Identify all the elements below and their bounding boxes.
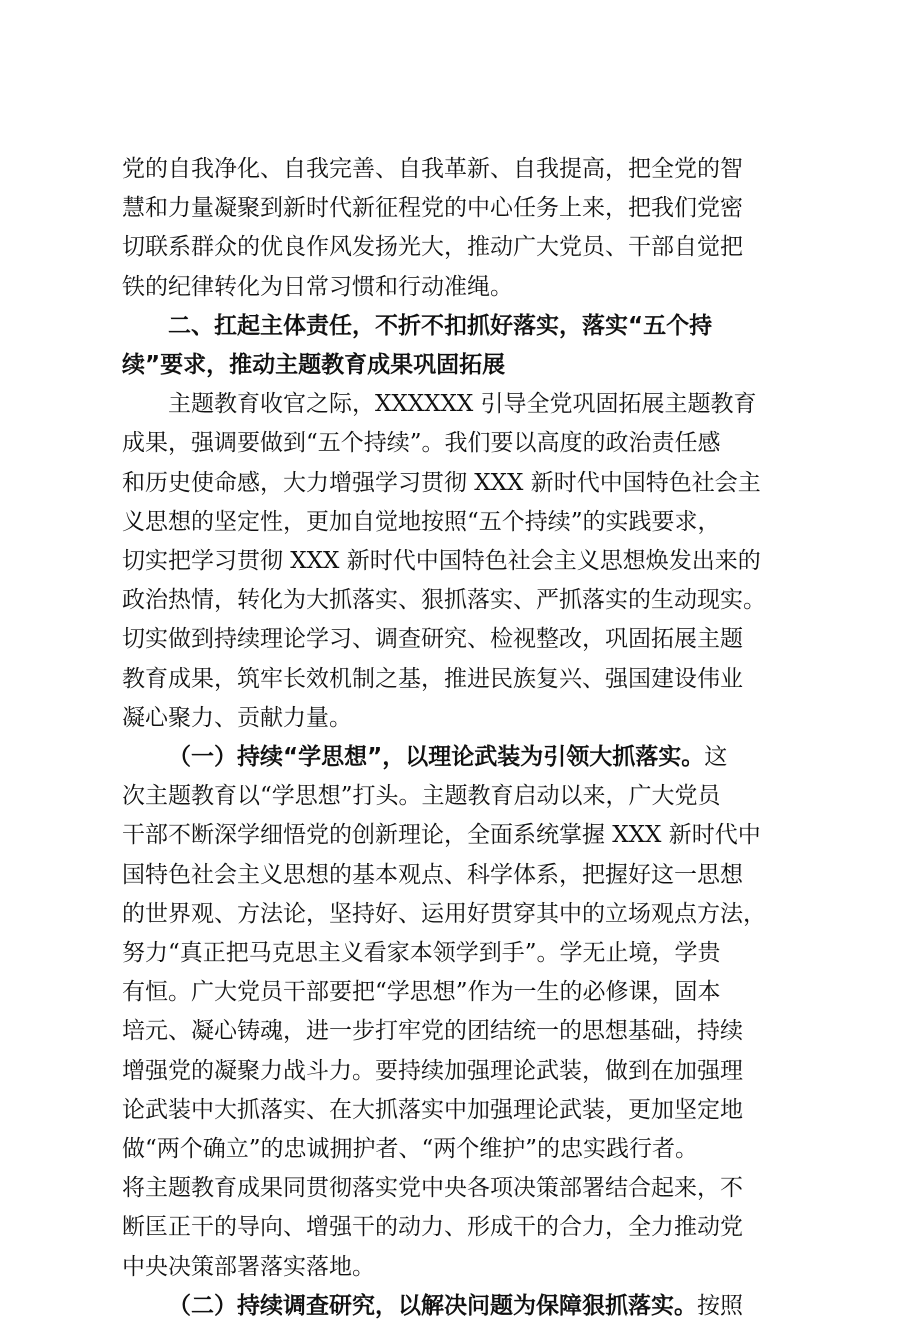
paragraph-subsection-1 [122,738,802,1287]
paragraph-section-2-intro: 主题教育收官之际，XXXXXX 引导全党巩固拓展主题教育 成果，强调要做到“五个持续”。我们要以高度的政治责任感 和历史使命感，大力增强学习贯彻 XXX 新时代中国特色社会主 义思想的坚定性，更加自觉地按照“五个持续”的实践要求， 切实把学习贯彻 XXX 新时代中国特色社会主义思想焕发出来的 政治热情，转化为大抓落实、狠抓落实、严抓落实的生动现实。 切实做到持续理论学习、调查研究、检视整改，巩固拓展主题 教育成果，筑牢长效机制之基，推进民族复兴、强国建设伟业 凝心聚力、贡献力量。 [122,391,766,731]
paragraph-continued: 党的自我净化、自我完善、自我革新、自我提高，把全党的智 慧和力量凝聚到新时代新征程党的中心任务上来，把我们党密 切联系群众的优良作风发扬光大，推动广大党员、干部自觉把 铁的纪律转化为日常习惯和行动准绳。 [122,156,743,300]
subsection-1-body: 这 次主题教育以“学思想”打头。主题教育启动以来，广大党员 干部不断深学细悟党的创新理论，全面系统掌握 XXX 新时代中 国特色社会主义思想的基本观点、科学体系，把握好这一思想 的世界观、方法论，坚持好、运用好贯穿其中的立场观点方法， 努力“真正把马克思主义看家本领学到手”。学无止境，学贵 有恒。广大党员干部要把“学思想”作为一生的必修课，固本 培元、凝心铸魂，进一步打牢党的团结统一的思想基础，持续 增强党的凝聚力战斗力。要持续加强理论武装，做到在加强理 论武装中大抓落实、在大抓落实中加强理论武装，更加坚定地 做“两个确立”的忠诚拥护者、“两个维护”的忠实践行者。 将主题教育成果同贯彻落实党中央各项决策部署结合起来，不 断匡正干的导向、增强干的动力、形成干的合力，全力推动党 中央决策部署落实落地。 [122,744,766,1280]
subsection-2-body: 按照 [697,1292,743,1319]
document-body [122,150,802,1326]
subsection-1-title: （一）持续“学思想”，以理论武装为引领大抓落实。 [168,744,705,771]
section-heading-2: 二、扛起主体责任，不折不扣抓好落实，落实“五个持 续”要求，推动主题教育成果巩固拓展 [122,312,713,379]
subsection-2-title: （二）持续调查研究，以解决问题为保障狠抓落实。 [168,1292,697,1319]
paragraph-subsection-2 [122,1287,802,1326]
